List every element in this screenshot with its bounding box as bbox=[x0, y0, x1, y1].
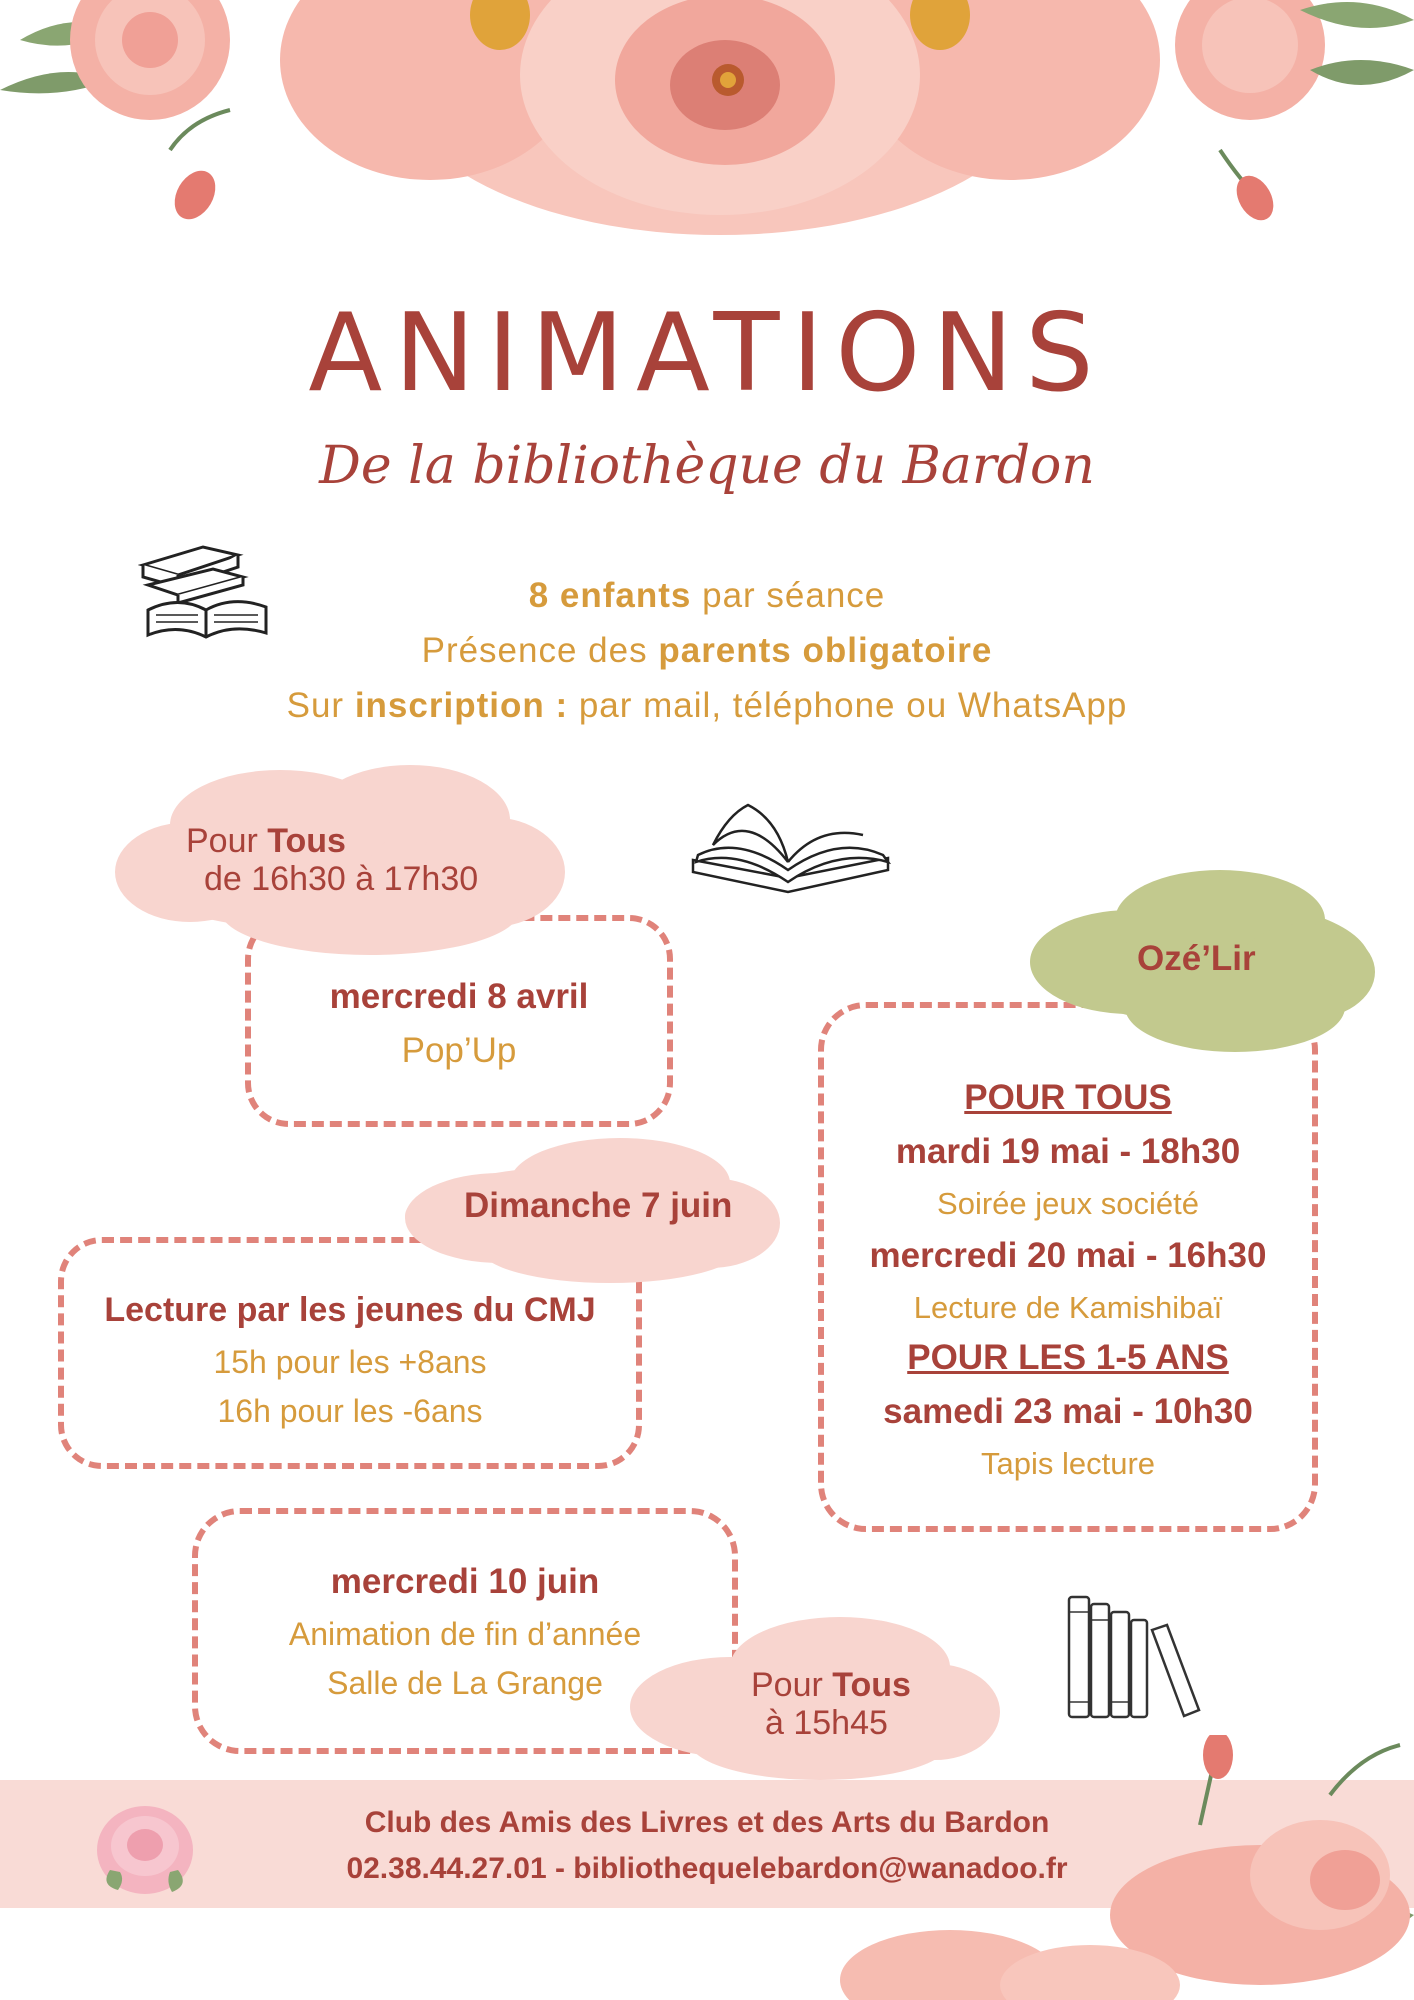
event-activity: Animation de fin d’année bbox=[288, 1616, 642, 1652]
cloud-label-fin-annee: Pour Tous à 15h45 bbox=[751, 1666, 911, 1742]
section-heading: POUR LES 1-5 ANS bbox=[907, 1338, 1229, 1377]
cloud-label-cmj: Dimanche 7 juin bbox=[464, 1186, 733, 1225]
section-heading: POUR TOUS bbox=[964, 1078, 1172, 1117]
open-book-icon bbox=[688, 800, 893, 895]
page-title: ANIMATIONS bbox=[308, 291, 1106, 416]
top-flower-decoration bbox=[0, 0, 1414, 240]
cloud-label-popup: Pour Tous de 16h30 à 17h30 bbox=[186, 822, 479, 898]
event-date: mercredi 20 mai - 16h30 bbox=[869, 1236, 1267, 1275]
event-activity: Lecture de Kamishibaï bbox=[913, 1290, 1223, 1325]
event-date: mercredi 8 avril bbox=[329, 977, 589, 1016]
info-line-registration: Sur inscription : par mail, téléphone ou WhatsApp bbox=[286, 686, 1128, 725]
event-activity: Pop’Up bbox=[401, 1031, 517, 1070]
footer-contact-line: 02.38.44.27.01 - bibliothequelebardon@wanadoo.fr bbox=[346, 1852, 1068, 1885]
rose-icon bbox=[90, 1790, 200, 1900]
page-subtitle: De la bibliothèque du Bardon bbox=[319, 436, 1095, 496]
info-line-capacity: 8 enfants par séance bbox=[528, 576, 886, 615]
info-block bbox=[0, 568, 1414, 733]
standing-books-icon bbox=[1064, 1592, 1204, 1722]
event-place: Salle de La Grange bbox=[327, 1665, 603, 1701]
event-activity: Tapis lecture bbox=[980, 1446, 1156, 1481]
bottom-flower-decoration bbox=[840, 1735, 1414, 2000]
info-line-parents: Présence des parents obligatoire bbox=[421, 631, 993, 670]
event-card-ozelir bbox=[818, 1002, 1318, 1532]
event-date: mercredi 10 juin bbox=[330, 1562, 600, 1601]
event-date: samedi 23 mai - 10h30 bbox=[883, 1392, 1253, 1431]
event-slot-1: 15h pour les +8ans bbox=[213, 1344, 487, 1380]
footer-club-name: Club des Amis des Livres et des Arts du Bardon bbox=[364, 1806, 1050, 1839]
event-slot-2: 16h pour les -6ans bbox=[217, 1393, 483, 1429]
event-activity: Soirée jeux société bbox=[937, 1186, 1199, 1221]
cloud-label-ozelir: Ozé’Lir bbox=[1137, 939, 1256, 978]
event-date: mardi 19 mai - 18h30 bbox=[895, 1132, 1241, 1171]
event-activity: Lecture par les jeunes du CMJ bbox=[104, 1291, 596, 1329]
